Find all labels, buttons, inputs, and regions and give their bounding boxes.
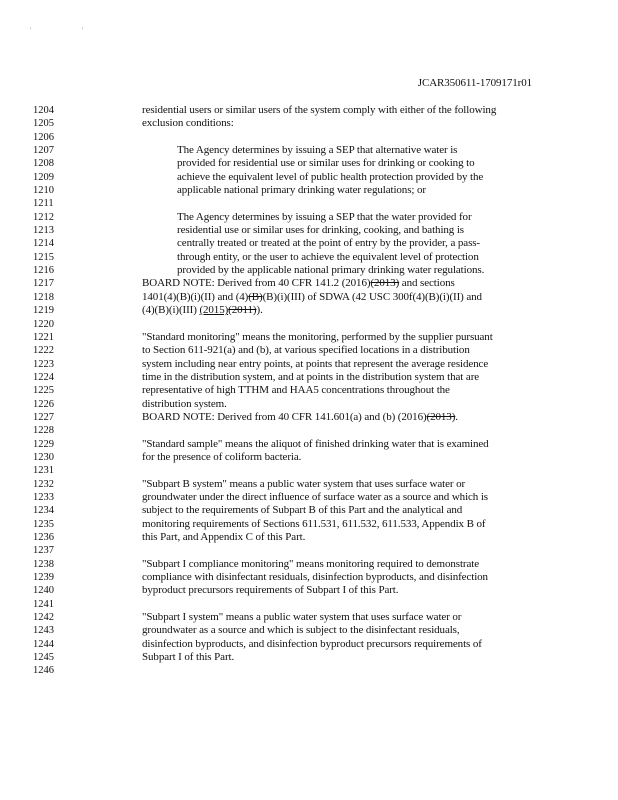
numbered-line — [0, 398, 618, 411]
line-number: 1238 — [33, 558, 54, 570]
numbered-line — [0, 117, 618, 130]
text-segment: achieve the equivalent level of public health protection provided by the — [177, 170, 484, 183]
line-text — [142, 651, 234, 664]
line-number: 1243 — [33, 625, 54, 637]
text-segment: subject to the requirements of Subpart B of this Part and the analytical and — [142, 504, 463, 517]
numbered-line — [0, 157, 618, 170]
deleted-text: (2011) — [228, 304, 257, 317]
line-text — [142, 304, 263, 317]
text-segment: and sections — [399, 277, 455, 290]
line-number: 1230 — [33, 451, 54, 463]
numbered-line — [0, 558, 618, 571]
text-segment: applicable national primary drinking water regulations; or — [177, 184, 426, 197]
line-text — [142, 478, 465, 491]
line-number: 1212 — [33, 211, 54, 223]
text-segment: compliance with disinfectant residuals, disinfection byproducts, and disinfection — [142, 571, 488, 584]
text-segment: provided for residential use or similar uses for drinking or cooking to — [177, 157, 475, 170]
line-text — [142, 451, 301, 464]
numbered-line — [0, 171, 618, 184]
line-number: 1210 — [33, 185, 54, 197]
text-segment: through entity, or the user to achieve the equivalent level of protection — [177, 250, 479, 263]
text-segment: for the presence of coliform bacteria. — [142, 450, 302, 463]
numbered-line — [0, 344, 618, 357]
text-segment: groundwater as a source and which is subject to the disinfectant residuals, — [142, 624, 460, 637]
numbered-line — [0, 304, 618, 317]
text-segment: (4)(B)(i)(III) — [142, 304, 200, 317]
numbered-line — [0, 624, 618, 637]
text-segment: The Agency determines by issuing a SEP that the water provided for — [177, 210, 472, 223]
deleted-text: (2013) — [370, 277, 400, 290]
line-text — [177, 157, 474, 170]
text-segment: distribution system. — [142, 397, 227, 410]
line-text — [142, 611, 461, 624]
text-segment: BOARD NOTE: Derived from 40 CFR 141.2 (2016) — [142, 277, 371, 290]
line-text — [142, 584, 398, 597]
text-segment: time in the distribution system, and at points in the distribution system that are — [142, 370, 480, 383]
text-segment: The Agency determines by issuing a SEP that alternative water is — [177, 144, 458, 157]
line-text — [177, 171, 483, 184]
text-segment: provided by the applicable national primary drinking water regulations. — [177, 264, 485, 277]
text-segment: "Standard monitoring" means the monitoring, performed by the supplier pursuant — [142, 330, 493, 343]
line-text — [177, 144, 457, 157]
line-number: 1206 — [33, 131, 54, 143]
line-text — [142, 624, 460, 637]
numbered-line — [0, 291, 618, 304]
text-segment: "Standard sample" means the aliquot of finished drinking water that is examined — [142, 437, 489, 450]
text-segment: ). — [256, 304, 263, 317]
numbered-line — [0, 318, 618, 331]
numbered-line — [0, 331, 618, 344]
line-number: 1215 — [33, 251, 54, 263]
line-number: 1218 — [33, 291, 54, 303]
line-number: 1211 — [33, 198, 54, 210]
text-segment: residential users or similar users of the system comply with either of the following — [142, 104, 497, 116]
line-number: 1213 — [33, 225, 54, 237]
line-number: 1246 — [33, 665, 54, 677]
numbered-line — [0, 197, 618, 210]
line-text — [142, 398, 227, 411]
numbered-line — [0, 184, 618, 197]
numbered-line — [0, 438, 618, 451]
numbered-line — [0, 358, 618, 371]
numbered-line — [0, 584, 618, 597]
document-id: JCAR350611-1709171r01 — [417, 77, 532, 89]
line-text — [142, 331, 493, 344]
text-segment: . — [455, 410, 458, 423]
numbered-line — [0, 531, 618, 544]
text-segment: "Subpart B system" means a public water system that uses surface water or — [142, 477, 466, 490]
numbered-line — [0, 424, 618, 437]
numbered-line — [0, 451, 618, 464]
line-number: 1209 — [33, 171, 54, 183]
line-text — [177, 224, 464, 237]
numbered-line — [0, 544, 618, 557]
line-text — [142, 638, 482, 651]
text-segment: byproduct precursors requirements of Subpart I of this Part. — [142, 584, 399, 597]
text-segment: representative of high TTHM and HAA5 concentrations throughout the — [142, 384, 450, 397]
line-number: 1234 — [33, 505, 54, 517]
line-text — [142, 504, 462, 517]
numbered-line — [0, 638, 618, 651]
line-number: 1235 — [33, 518, 54, 530]
line-number: 1224 — [33, 371, 54, 383]
line-number: 1216 — [33, 265, 54, 277]
numbered-line — [0, 224, 618, 237]
line-text — [142, 411, 458, 424]
page-body — [0, 104, 618, 678]
line-text — [177, 251, 479, 264]
line-text — [142, 518, 485, 531]
line-number: 1217 — [33, 278, 54, 290]
line-number: 1228 — [33, 425, 54, 437]
numbered-line — [0, 571, 618, 584]
text-segment: monitoring requirements of Sections 611.531, 611.532, 611.533, Appendix B of — [142, 517, 486, 530]
text-segment: (B)(i)(III) of SDWA (42 USC 300f(4)(B)(i)(II) and — [262, 290, 482, 303]
line-number: 1221 — [33, 331, 54, 343]
text-segment: BOARD NOTE: Derived from 40 CFR 141.601(a) and (b) (2016) — [142, 410, 427, 423]
line-number: 1244 — [33, 638, 54, 650]
line-number: 1204 — [33, 105, 54, 116]
line-text — [142, 571, 488, 584]
line-number: 1207 — [33, 145, 54, 157]
numbered-line — [0, 264, 618, 277]
line-text — [142, 291, 482, 304]
line-number: 1237 — [33, 545, 54, 557]
line-number: 1232 — [33, 478, 54, 490]
line-text — [177, 211, 472, 224]
line-number: 1205 — [33, 118, 54, 130]
numbered-line — [0, 384, 618, 397]
inserted-text: (2015) — [199, 304, 229, 317]
text-segment: Subpart I of this Part. — [142, 651, 235, 664]
line-number: 1225 — [33, 385, 54, 397]
numbered-line — [0, 478, 618, 491]
numbered-line — [0, 144, 618, 157]
numbered-line — [0, 371, 618, 384]
line-text — [177, 237, 480, 250]
text-segment: to Section 611-921(a) and (b), at various specified locations in a distribution — [142, 344, 470, 357]
line-text — [142, 384, 450, 397]
line-text — [142, 344, 470, 357]
text-segment: groundwater under the direct influence of surface water as a source and which is — [142, 490, 488, 503]
numbered-line — [0, 251, 618, 264]
numbered-line — [0, 491, 618, 504]
line-text — [142, 491, 488, 504]
numbered-line — [0, 277, 618, 290]
line-number: 1231 — [33, 465, 54, 477]
line-text — [142, 104, 496, 117]
line-text — [177, 264, 484, 277]
text-segment: 1401(4)(B)(i)(II) and (4) — [142, 290, 249, 303]
line-number: 1242 — [33, 612, 54, 624]
numbered-line — [0, 518, 618, 531]
line-number: 1214 — [33, 238, 54, 250]
line-text — [142, 277, 455, 290]
deleted-text: (B) — [248, 290, 263, 303]
line-text — [142, 117, 234, 130]
line-number: 1236 — [33, 532, 54, 543]
text-segment: "Subpart I system" means a public water system that uses surface water or — [142, 611, 462, 624]
numbered-line — [0, 411, 618, 424]
text-segment: this Part, and Appendix C of this Part. — [142, 531, 306, 543]
numbered-line — [0, 611, 618, 624]
numbered-line — [0, 504, 618, 517]
line-number: 1227 — [33, 411, 54, 423]
numbered-line — [0, 651, 618, 664]
line-text — [142, 438, 489, 451]
line-text — [142, 371, 479, 384]
line-text — [142, 531, 305, 544]
text-segment: exclusion conditions: — [142, 117, 234, 130]
numbered-line — [0, 598, 618, 611]
line-text — [142, 558, 479, 571]
numbered-line — [0, 131, 618, 144]
line-text — [142, 358, 488, 371]
line-number: 1208 — [33, 158, 54, 170]
line-number: 1241 — [33, 598, 54, 610]
line-number: 1222 — [33, 345, 54, 357]
text-segment: "Subpart I compliance monitoring" means monitoring required to demonstrate — [142, 557, 480, 570]
line-number: 1239 — [33, 572, 54, 584]
line-text — [177, 184, 426, 197]
numbered-line — [0, 237, 618, 250]
scan-specks: ' ' — [30, 26, 107, 35]
line-number: 1233 — [33, 491, 54, 503]
line-number: 1229 — [33, 438, 54, 450]
numbered-line — [0, 211, 618, 224]
numbered-line — [0, 464, 618, 477]
text-segment: residential use or similar uses for drinking, cooking, and bathing is — [177, 224, 464, 237]
numbered-line — [0, 104, 618, 117]
line-number: 1245 — [33, 652, 54, 664]
line-number: 1240 — [33, 585, 54, 597]
text-segment: disinfection byproducts, and disinfection byproduct precursors requirements of — [142, 637, 482, 650]
text-segment: system including near entry points, at points that represent the average residence — [142, 357, 489, 370]
line-number: 1219 — [33, 305, 54, 317]
text-segment: centrally treated or treated at the point of entry by the provider, a pass- — [177, 237, 480, 250]
line-number: 1226 — [33, 398, 54, 410]
line-number: 1220 — [33, 318, 54, 330]
numbered-line — [0, 664, 618, 677]
deleted-text: (2013) — [426, 410, 456, 423]
line-number: 1223 — [33, 358, 54, 370]
